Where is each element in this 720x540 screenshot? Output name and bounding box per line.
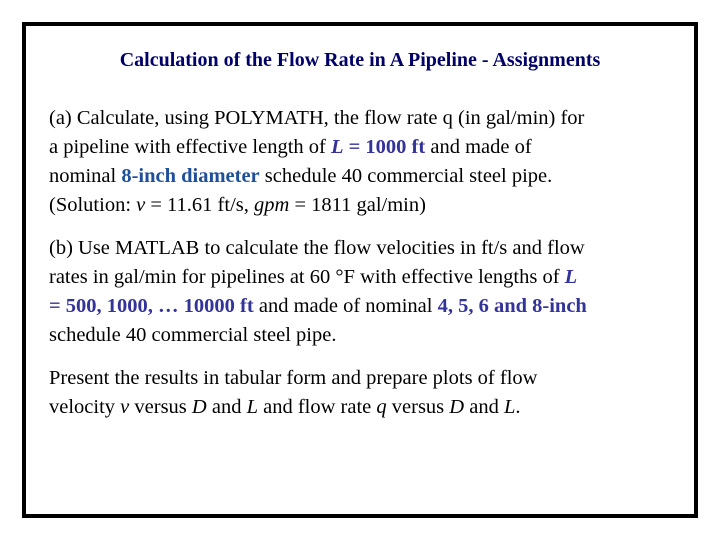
- text: velocity: [49, 396, 121, 418]
- text: and made of nominal: [253, 295, 438, 317]
- variable: D: [449, 396, 465, 418]
- highlight-variable: L: [564, 266, 578, 288]
- variable: gpm: [254, 194, 290, 216]
- text: schedule 40 commercial steel pipe.: [259, 165, 553, 187]
- text: versus: [129, 396, 192, 418]
- text-line: (b) Use MATLAB to calculate the flow velocities in ft/s and flow: [49, 237, 585, 259]
- text-line: [49, 263, 587, 292]
- text: and made of: [425, 136, 532, 158]
- variable: D: [191, 396, 207, 418]
- part-b-paragraph: [49, 234, 587, 350]
- text: = 11.61 ft/s,: [145, 194, 254, 216]
- variable: L: [503, 396, 516, 418]
- part-a-paragraph: [49, 104, 584, 220]
- slide-title: Calculation of the Flow Rate in A Pipeline - Assignments: [119, 49, 601, 71]
- text: and: [206, 396, 247, 418]
- text: (Solution:: [49, 194, 137, 216]
- text: .: [515, 396, 521, 418]
- text-line: schedule 40 commercial steel pipe.: [49, 324, 337, 346]
- text: versus: [386, 396, 450, 418]
- highlight-sizes: 4, 5, 6 and 8-inch: [437, 295, 587, 317]
- highlight-length: = 1000 ft: [343, 136, 426, 158]
- part-c-paragraph: [49, 364, 537, 422]
- text-line: [49, 191, 584, 220]
- text-line: [49, 162, 584, 191]
- text: and: [464, 396, 504, 418]
- variable: v: [136, 194, 146, 216]
- highlight-variable: L: [330, 136, 344, 158]
- text: and flow rate: [258, 396, 377, 418]
- text: a pipeline with effective length of: [49, 136, 331, 158]
- highlight-diameter: 8-inch diameter: [121, 165, 260, 187]
- text-line: [49, 292, 587, 321]
- text: rates in gal/min for pipelines at 60 °F with effective lengths of: [49, 266, 565, 288]
- variable: L: [246, 396, 258, 418]
- highlight-lengths: = 500, 1000, … 10000 ft: [49, 295, 254, 317]
- text-line: Present the results in tabular form and prepare plots of flow: [49, 367, 538, 389]
- text: = 1811 gal/min): [289, 194, 426, 216]
- text: nominal: [49, 165, 122, 187]
- text-line: [49, 393, 537, 422]
- variable: q: [376, 396, 387, 418]
- text-line: (a) Calculate, using POLYMATH, the flow rate q (in gal/min) for: [49, 107, 585, 129]
- text-line: [49, 133, 584, 162]
- variable: v: [120, 396, 130, 418]
